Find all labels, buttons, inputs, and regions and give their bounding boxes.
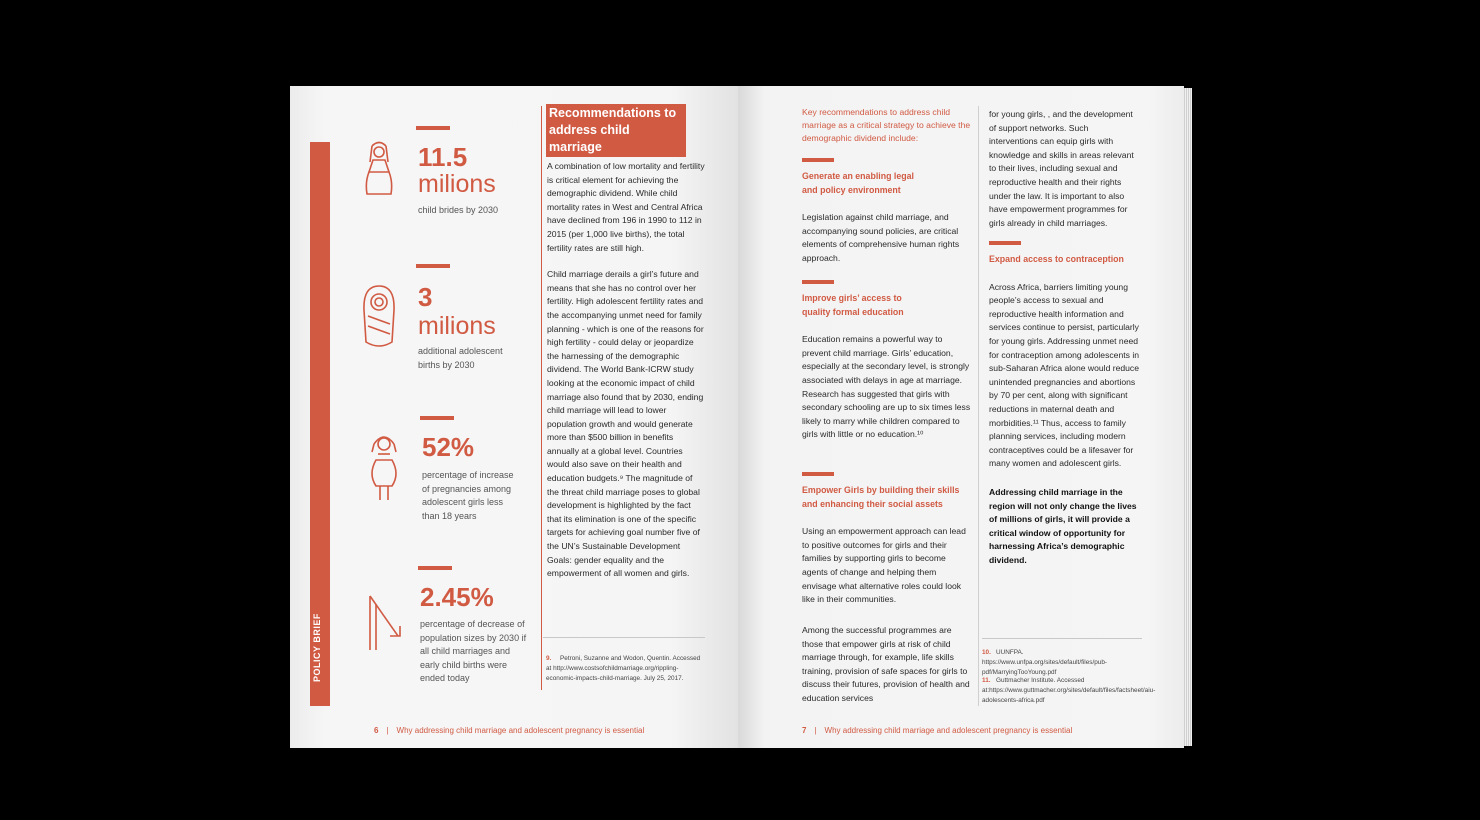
footnote-rule: [982, 638, 1142, 639]
section-body: Using an empowerment approach can lead to positive outcomes for girls and their families by supporting girls to become agents of change and helping them envisage what alternative roles could look like in their communities.: [802, 526, 966, 605]
section: [802, 280, 972, 442]
section-dash: [802, 472, 834, 476]
footnote-rule: [543, 637, 705, 638]
section-heading: Empower Girls by building their skills and enhancing their social assets: [802, 485, 960, 509]
page-edge: [1184, 88, 1192, 746]
section-heading: Improve girls’ access to quality formal education: [802, 293, 904, 317]
section-body: Education remains a powerful way to prevent child marriage. Girls’ education, especially at the secondary level, is strongly associated with delays in age at marriage. Research has suggested that girls with secondary schooling are up to six times less likely to marry while children compared to girls with little or no education.¹⁰: [802, 334, 971, 440]
footnote: [546, 654, 706, 684]
stat-unit: milions: [418, 312, 496, 340]
stat-number: 3: [418, 282, 433, 312]
stat-description: percentage of increase of pregnancies among adolescent girls less than 18 years: [422, 470, 514, 521]
paragraph: Child marriage derails a girl’s future and means that she has no control over her fertility. High adolescent fertility rates and the accompanying unmet need for family planning - which is one of the reasons for high fertility - could delay or jeopardize the harnessing of the demographic dividend. The World Bank-ICRW study looking at the economic impact of child marriage also found that by 2030, ending child marriage will lead to lower population growth and would generate more than $500 billion in benefits annually at a global level. Countries would also save on their health and education budgets.⁹ The magnitude of the threat child marriage poses to global development is highlighted by the fact that its elimination is one of the specific targets for achieving goal number five of the UN’s Sustainable Development Goals: gender equality and the empowerment of all women and girls.: [547, 269, 704, 579]
section-body: Legislation against child marriage, and accompanying sound policies, are critical elements of comprehensive human rights approach.: [802, 212, 960, 263]
section: [802, 158, 972, 266]
body-column: [547, 160, 705, 594]
section-title: Recommendations to address child marriage: [546, 104, 686, 157]
footnote: [982, 648, 1144, 678]
section-body: Across Africa, barriers limiting young people’s access to sexual and reproductive health information and services continue to persist, particularly for young girls. Addressing unmet need for contraception among adolescents in sub-Saharan Africa alone would reduce unintended pregnancies and abortions by 70 per cent, along with significant reductions in maternal death and morbidities.¹¹ Thus, access to family planning services, including modern contraceptives could be a lifesaver for many women and adolescent girls.: [989, 281, 1140, 469]
footnote-number: 11.: [982, 677, 991, 684]
stat-number: 2.45%: [420, 582, 494, 612]
page-number: 7: [802, 726, 807, 735]
section-dash: [802, 158, 834, 162]
left-page: [290, 86, 738, 748]
section-dash: [802, 280, 834, 284]
folio-title: Why addressing child marriage and adolescent pregnancy is essential: [824, 726, 1073, 735]
paragraph: A combination of low mortality and fertility is critical element for achieving the demographic dividend. While child mortality rates in West and Central Africa have declined from 196 in 1990 to 112 in 2015 (per 1,000 live births), the total fertility rates are still high.: [547, 161, 705, 253]
folio-title: Why addressing child marriage and adolescent pregnancy is essential: [396, 726, 645, 735]
section-heading: Generate an enabling legal and policy environment: [802, 171, 914, 195]
right-page: [738, 86, 1184, 748]
section-heading: Expand access to contraception: [989, 254, 1124, 264]
footnote: [982, 676, 1156, 706]
stat-description: additional adolescent births by 2030: [418, 346, 503, 370]
newborn-icon: [362, 284, 396, 350]
sidebar-label: POLICY BRIEF: [312, 613, 322, 682]
footnote-text: Guttmacher Institute. Accessed at:https://www.guttmacher.org/sites/default/files/factsheet/aiu-adolescents-africa.pdf: [982, 677, 1156, 704]
folio: 7 | Why addressing child marriage and adolescent pregnancy is essential: [802, 726, 1073, 735]
column-rule: [978, 106, 979, 706]
stat-dash: [416, 264, 450, 268]
intro-text: Key recommendations to address child marriage as a critical strategy to achieve the demographic dividend include:: [802, 107, 971, 143]
column-rule: [541, 106, 542, 690]
stat-unit: milions: [418, 170, 496, 198]
footnote-number: 10.: [982, 649, 991, 656]
footnote-text: Petroni, Suzanne and Wodon, Quentin. Accessed at http://www.costsofchildmarriage.org/rippling-economic-impacts-child-marriage. July 25, 2017.: [546, 655, 701, 682]
section-body-continued: Among the successful programmes are those that empower girls at risk of child marriage through, for example, life skills training, provision of safe spaces for girls to discuss their futures, provision of health and education services: [802, 625, 970, 703]
closing-statement: Addressing child marriage in the region will not only change the lives of millions of girls, it will provide a critical window of opportunity for harnessing Africa’s demographic dividend.: [989, 487, 1137, 565]
section-dash: [989, 241, 1021, 245]
section: [802, 472, 972, 607]
stat-dash: [420, 416, 454, 420]
decrease-arrow-icon: [368, 592, 404, 652]
pregnant-girl-icon: [366, 432, 402, 502]
stat-number: 11.5: [418, 142, 468, 172]
footnote-number: 9.: [546, 655, 552, 662]
stat-dash: [418, 566, 452, 570]
stat-number: 52%: [422, 432, 475, 462]
column2-text: for young girls, , and the development of support networks. Such interventions can equip girls with knowledge and skills in areas relevant to their lives, including sexual and reproductive health and their rights under the law. It is important to also have empowerment programmes for girls already in child marriages.: [989, 109, 1134, 228]
stat-dash: [416, 126, 450, 130]
page-number: 6: [374, 726, 379, 735]
bride-icon: [362, 138, 396, 196]
section: [989, 241, 1145, 471]
stat-description: child brides by 2030: [418, 205, 499, 215]
folio: 6 | Why addressing child marriage and adolescent pregnancy is essential: [374, 726, 645, 735]
stat-description: percentage of decrease of population sizes by 2030 if all child marriages and early child births were ended today: [420, 619, 527, 683]
footnote-text: UUNFPA. https://www.unfpa.org/sites/default/files/pub-pdf/MarryingTooYoung.pdf: [982, 649, 1108, 676]
